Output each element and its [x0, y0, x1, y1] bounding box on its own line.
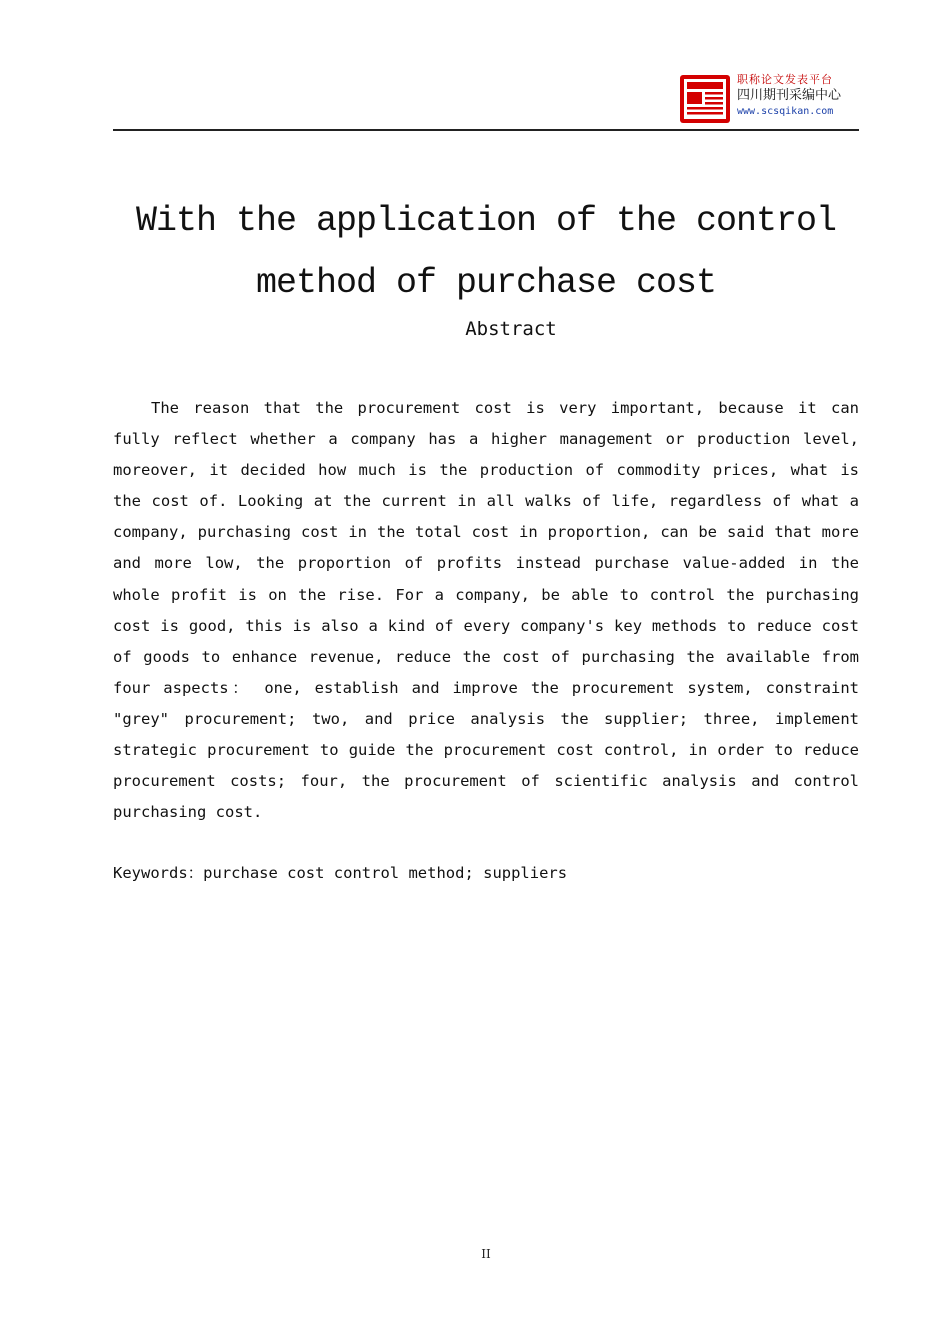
logo-text	[737, 72, 859, 119]
newspaper-logo-icon	[679, 74, 731, 124]
keywords: Keywords：purchase cost control method; suppliers	[113, 864, 568, 882]
title-line-2: method of purchase cost	[255, 263, 717, 303]
logo-slogan: 职称论文发表平台	[737, 73, 833, 86]
page-number: II	[481, 1247, 491, 1261]
abstract-body: The reason that the procurement cost is very important, because it can fully reflect whether a company has a higher management or production level, moreover, it decided how much is the production of commodity prices, what is the cost of. Looking at the current in all walks of life, regardless of what a company, purchasing cost in the total cost in proportion, can be said that more and more low, the proportion of profits instead purchase value-added in the whole profit is on the rise. For a company, be able to control the purchasing cost is good, this is also a kind of every company's key methods to reduce cost of goods to enhance revenue, reduce the cost of purchasing the available from four aspects： one, establish and improve the procurement system, constraint "grey" procurement; two, and price analysis the supplier; three, implement strategic procurement to guide the procurement cost control, in order to reduce procurement costs; four, the procurement of scientific analysis and control purchasing cost.	[113, 399, 859, 822]
header-divider	[113, 129, 859, 131]
paper-title	[113, 190, 859, 314]
abstract-heading: Abstract	[465, 318, 557, 340]
page-header	[113, 70, 859, 130]
logo-url[interactable]: www.scsqikan.com	[737, 106, 834, 117]
journal-logo	[679, 72, 859, 128]
title-line-1: With the application of the control	[135, 201, 837, 241]
logo-name: 四川期刊采编中心	[737, 88, 842, 103]
